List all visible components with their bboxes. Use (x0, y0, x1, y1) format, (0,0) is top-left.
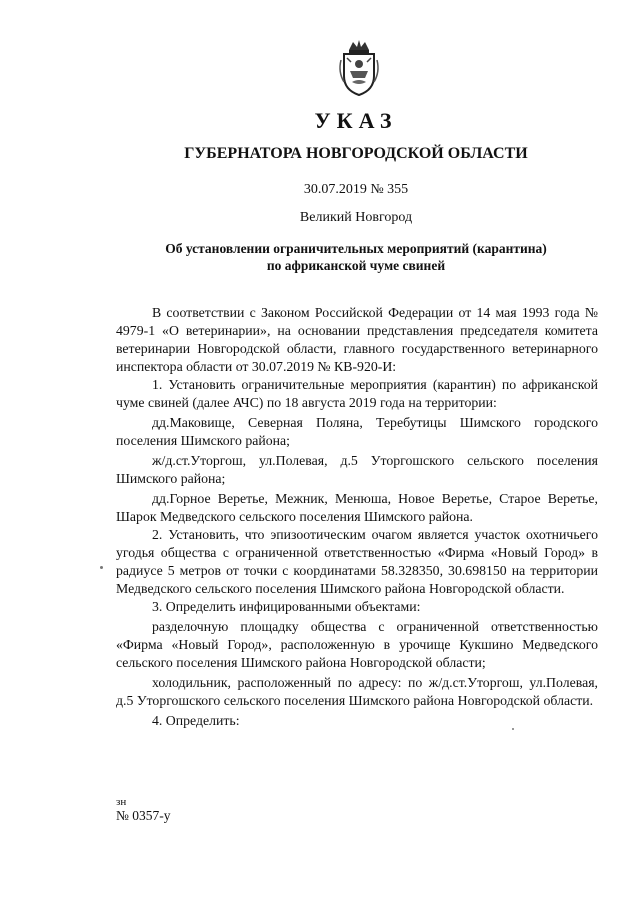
scan-speck (100, 566, 103, 569)
paragraph-preamble: В соответствии с Законом Российской Федерации от 14 мая 1993 года № 4979-1 «О ветеринарии», на основании представления председателя комитета ветеринарии Новгородской области, главного государственного ветеринарного инспектора области от 30.07.2019 № КВ-920-И: (116, 305, 598, 374)
document-footer (116, 796, 171, 822)
document-title: УКАЗ (314, 108, 398, 133)
paragraph-item-3-a: разделочную площадку общества с ограниченной ответственностью «Фирма «Новый Город», расположенную в урочище Кукшино Медведского сельского поселения Шимского района Новгородской области; (116, 619, 598, 670)
paragraph-item-1-c: дд.Горное Веретье, Межник, Менюша, Новое Веретье, Старое Веретье, Шарок Медведского сельского поселения Шимского района. (116, 491, 598, 524)
paragraph-item-3: 3. Определить инфицированными объектами: (152, 599, 421, 614)
document-place: Великий Новгород (299, 210, 413, 225)
paragraph-item-1: 1. Установить ограничительные мероприятия (карантин) по африканской чуме свиней (далее АЧС) по 18 августа 2019 года на территории: (116, 377, 598, 410)
paragraph-item-1-a: дд.Маковище, Северная Поляна, Теребутицы Шимского городского поселения Шимского района; (116, 415, 598, 448)
paragraph-item-2: 2. Установить, что эпизоотическим очагом является участок охотничьего угодья общества с ограниченной ответственностью «Фирма «Новый Город» в радиусе 5 метров от точки с координатами 58.328350, 30.698150 на территории Медведского сельского поселения Шимского района Новгородской области. (116, 527, 598, 596)
heading-line-2: по африканской чуме свиней (266, 258, 446, 273)
document-date-number: 30.07.2019 № 355 (303, 182, 409, 197)
scan-speck (512, 728, 514, 730)
paragraph-item-3-b: холодильник, расположенный по адресу: по ж/д.ст.Уторгош, ул.Полевая, д.5 Уторгошского сельского поселения Шимского района Новгородской области. (116, 675, 598, 708)
coat-of-arms-icon (335, 38, 383, 98)
executor-initials: зн (116, 796, 127, 808)
paragraph-item-1-b: ж/д.ст.Уторгош, ул.Полевая, д.5 Уторгошского сельского поселения Шимского района; (116, 453, 598, 486)
document-heading (0, 240, 640, 274)
document-body (116, 304, 598, 730)
registration-number: № 0357-у (116, 808, 171, 823)
document-issuer: ГУБЕРНАТОРА НОВГОРОДСКОЙ ОБЛАСТИ (184, 145, 528, 162)
heading-line-1: Об установлении ограничительных мероприятий (карантина) (165, 241, 547, 256)
paragraph-item-4: 4. Определить: (152, 713, 240, 728)
